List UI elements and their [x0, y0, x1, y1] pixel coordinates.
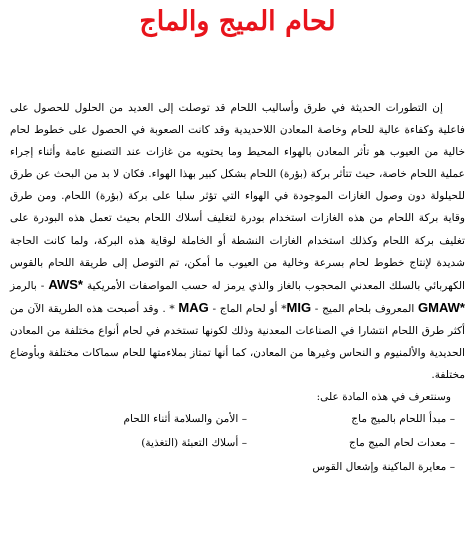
paragraph-text-5: * . وقد أصبحت هذه الطريقة الآن من أكثر طرق اللحام انتشارا في الصناعات المعدنية وذلك لكونها تستخدم في لحام أنواع مختلفة من المعادن الحديدية والألمنيوم و النحاس وغيرها من المعادن، كما أنها تمتاز بملاءمتها للحام سماكات مختلفة وبأوضاع مختلفة.	[10, 302, 465, 382]
topic-item: – مبدأ اللحام بالميج ماج	[351, 413, 455, 426]
paragraph-text-1: إن التطورات الحديثة في طرق وأساليب اللحام قد توصلت إلى العديد من الحلول للحصول على فاعلية وكفاءة عالية للحام وخاصة المعادن اللاحديدية وقد كانت الصعوبة في الحصول على خطوط لحام خالية من العيوب هو تأثر المعادن بالهواء المحيط وما يحتويه من غازات عند التصنيع عامة وأثناء إجراء عملية اللحام خاصة، حيث تتأثر بركة (بؤرة) اللحام بشكل كبير بهذا الهواء. فكان لا بد من البحث عن طرق للحيلولة دون وصول الغازات الموجودة في الهواء التي تؤثر سلبا على بركة (بؤرة) اللحام. ومن طرق وقاية بركة اللحام من هذه الغازات استخدام بودرة لتغليف أسلاك اللحام بحيث تعمل هذه البودرة على تغليف بركة اللحام وكذلك استخدام الغازات النشطة أو الخاملة لوقاية هذه البركة، ولما كانت الحاجة شديدة لإنتاج خطوط لحام بسرعة وخالية من العيوب ما أمكن، تم التوصل إلى طريقة اللحام بالقوس الكهربائي بالسلك المعدني المحجوب بالغاز والذي يرمز له حسب المواصفات الأمريكية	[10, 102, 465, 292]
intro-paragraph	[10, 97, 465, 386]
topic-item: – معايرة الماكينة وإشعال القوس	[312, 461, 455, 474]
code-mag: MAG	[178, 299, 209, 315]
topics-list	[10, 408, 465, 480]
body-text	[10, 97, 465, 480]
code-gmaw: GMAW*	[418, 299, 465, 315]
paragraph-text-2: - بالرمز	[10, 279, 45, 292]
page-title: لحام الميج والماج	[139, 6, 336, 37]
topic-item: – الأمن والسلامة أثناء اللحام	[123, 413, 247, 426]
topics-intro: وسنتعرف في هذه المادة على:	[316, 391, 451, 404]
paragraph-text-4: * أو لحام الماج -	[212, 302, 287, 315]
code-aws: AWS*	[48, 276, 83, 292]
topic-item: – أسلاك التعبئة (التغذية)	[141, 437, 247, 450]
code-mig: MIG	[286, 299, 312, 315]
topic-item: – معدات لحام الميج ماج	[349, 437, 455, 450]
paragraph-text-3: المعروف بلحام الميج -	[314, 302, 415, 315]
